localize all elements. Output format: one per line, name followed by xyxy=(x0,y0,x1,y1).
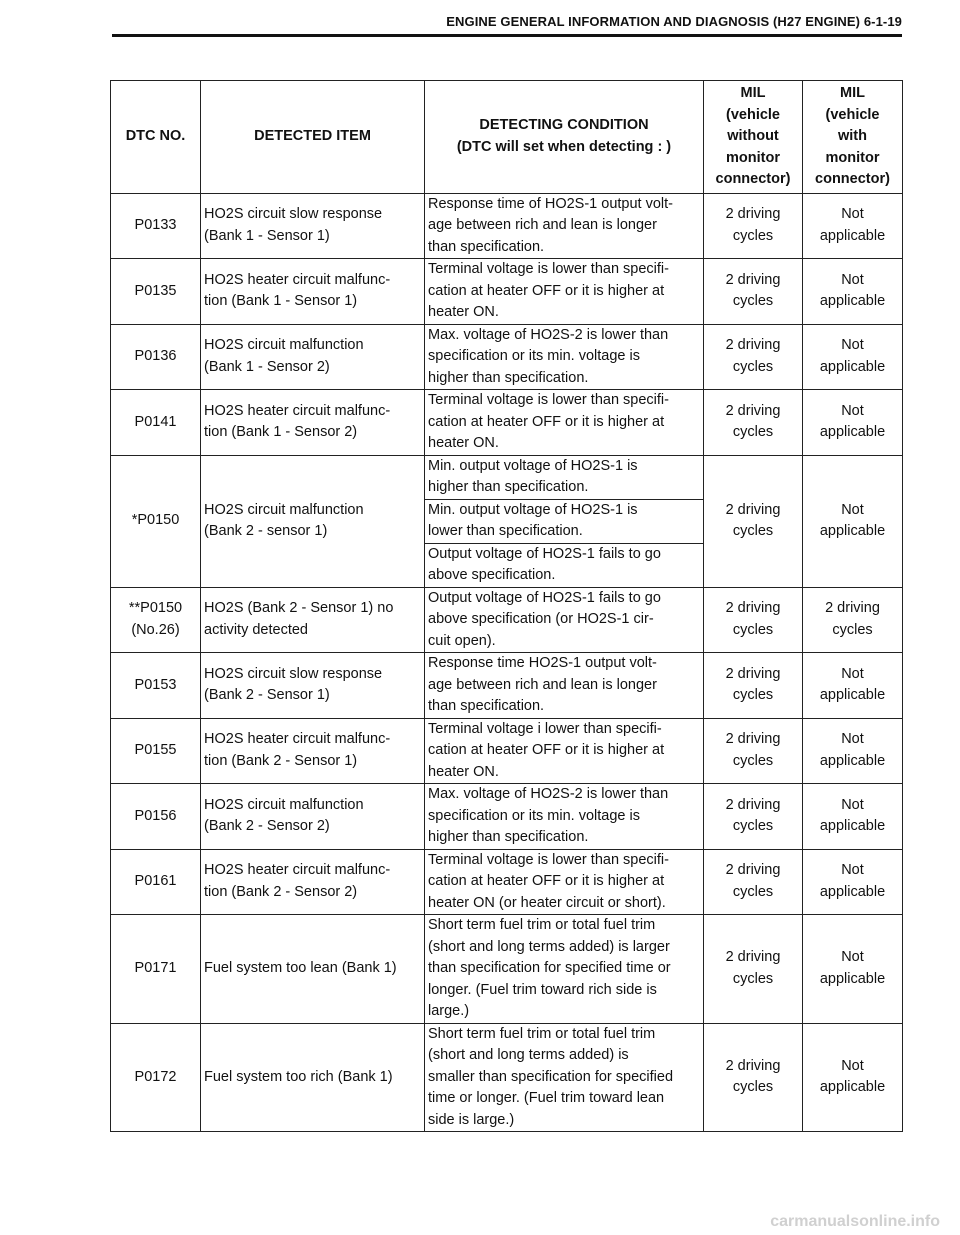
cell-text-line: Not xyxy=(841,271,864,288)
cell-text-line: HO2S circuit slow response xyxy=(204,206,383,223)
mil-with-monitor-cell xyxy=(803,587,903,653)
cell-text-line: Response time of HO2S-1 output volt- xyxy=(428,195,674,212)
header-detecting-condition-line-1: DETECTING CONDITION xyxy=(479,117,649,134)
cell-text-line: Not xyxy=(841,206,864,223)
mil-without-monitor-cell xyxy=(704,193,803,259)
cell-text-line: P0136 xyxy=(134,348,177,364)
cell-text-line: 2 driving xyxy=(725,271,781,288)
cell-text-line: applicable xyxy=(819,424,886,441)
detecting-condition-cell xyxy=(425,259,704,325)
cell-text-line: smaller than specification for specified xyxy=(428,1068,674,1085)
dtc-number-cell xyxy=(111,390,201,456)
cell-text-line: 2 driving xyxy=(725,665,781,682)
mil-with-monitor-cell xyxy=(803,390,903,456)
cell-text-line: side is large.) xyxy=(428,1111,515,1128)
cell-text-line: Not xyxy=(841,402,864,419)
cell-text-line: 2 driving xyxy=(725,949,781,966)
table-row xyxy=(111,784,903,850)
cell-text-line: Min. output voltage of HO2S-1 is xyxy=(428,501,638,518)
mil-without-monitor-cell xyxy=(704,587,803,653)
header-mil-with-monitor xyxy=(803,81,903,194)
detecting-condition-cell xyxy=(425,1023,704,1132)
cell-text-line: applicable xyxy=(819,752,886,769)
detecting-condition-cell xyxy=(425,915,704,1024)
cell-text-line: higher than specification. xyxy=(428,479,589,495)
mil-without-monitor-cell xyxy=(704,915,803,1024)
cell-text-line: age between rich and lean is longer xyxy=(428,217,657,233)
cell-text-line: HO2S heater circuit malfunc- xyxy=(204,402,391,419)
detecting-condition-cell xyxy=(425,849,704,915)
cell-text-line: Fuel system too rich (Bank 1) xyxy=(204,1068,393,1085)
cell-text-line: applicable xyxy=(819,227,886,244)
cell-text-line: than specification for specified time or xyxy=(428,960,671,976)
cell-text-line: heater ON (or heater circuit or short). xyxy=(428,894,666,911)
detecting-condition-cell xyxy=(425,543,704,587)
detected-item-cell xyxy=(201,849,425,915)
cell-text-line: than specification. xyxy=(428,238,545,255)
detected-item-cell xyxy=(201,1023,425,1132)
cell-text-line: *P0150 xyxy=(131,512,180,529)
header-text-line: MIL xyxy=(840,85,865,101)
header-rule xyxy=(112,34,902,37)
cell-text-line: (Bank 2 - sensor 1) xyxy=(204,523,328,539)
cell-text-line: above specification. xyxy=(428,567,556,583)
cell-text-line: heater ON. xyxy=(428,304,499,320)
watermark: carmanualsonline.info xyxy=(770,1213,940,1230)
table-row xyxy=(111,390,903,456)
cell-text-line: cycles xyxy=(732,970,774,987)
cell-text-line: Not xyxy=(841,1057,864,1074)
cell-text-line: cycles xyxy=(732,621,774,638)
cell-text-line: 2 driving xyxy=(725,206,781,223)
table-row xyxy=(111,259,903,325)
cell-text-line: 2 driving xyxy=(725,731,781,748)
dtc-number-cell xyxy=(111,849,201,915)
cell-text-line: HO2S circuit malfunction xyxy=(204,337,364,354)
mil-without-monitor-cell xyxy=(704,259,803,325)
cell-text-line: P0156 xyxy=(134,807,177,824)
table-row xyxy=(111,324,903,390)
cell-text-line: Terminal voltage is lower than specifi- xyxy=(428,851,669,868)
cell-text-line: Short term fuel trim or total fuel trim xyxy=(428,1025,656,1042)
table-row xyxy=(111,455,903,499)
mil-without-monitor-cell xyxy=(704,784,803,850)
cell-text-line: HO2S circuit malfunction xyxy=(204,501,364,518)
mil-with-monitor-cell xyxy=(803,1023,903,1132)
mil-without-monitor-cell xyxy=(704,324,803,390)
cell-text-line: HO2S heater circuit malfunc- xyxy=(204,731,391,748)
header-text-line: monitor xyxy=(825,149,880,166)
cell-text-line: HO2S heater circuit malfunc- xyxy=(204,271,391,288)
dtc-number-cell xyxy=(111,784,201,850)
cell-text-line: age between rich and lean is longer xyxy=(428,676,657,693)
cell-text-line: specification or its min. voltage is xyxy=(428,807,640,824)
table-row xyxy=(111,193,903,259)
detected-item-cell xyxy=(201,390,425,456)
cell-text-line: cycles xyxy=(732,818,774,835)
cell-text-line: Terminal voltage is lower than specifi- xyxy=(428,261,669,277)
table-header-row xyxy=(111,81,903,194)
dtc-table xyxy=(110,80,903,1132)
header-text-line: connector) xyxy=(815,171,890,187)
cell-text-line: cycles xyxy=(732,523,774,539)
cell-text-line: Not xyxy=(841,862,864,879)
cell-text-line: tion (Bank 2 - Sensor 1) xyxy=(204,752,358,769)
page-header: ENGINE GENERAL INFORMATION AND DIAGNOSIS (H27 ENGINE) 6-1-19 xyxy=(446,14,902,29)
cell-text-line: applicable xyxy=(819,358,886,375)
header-dtc-no: DTC NO. xyxy=(111,81,201,194)
detected-item-cell xyxy=(201,718,425,784)
cell-text-line: (short and long terms added) is xyxy=(428,1047,629,1063)
cell-text-line: cation at heater OFF or it is higher at xyxy=(428,282,665,299)
cell-text-line: cycles xyxy=(732,752,774,769)
dtc-number-cell xyxy=(111,455,201,587)
mil-without-monitor-cell xyxy=(704,390,803,456)
cell-text-line: (Bank 2 - Sensor 2) xyxy=(204,818,330,835)
cell-text-line: **P0150 xyxy=(128,600,183,617)
cell-text-line: Not xyxy=(841,501,864,518)
cell-text-line: P0161 xyxy=(134,873,177,889)
detected-item-cell xyxy=(201,193,425,259)
dtc-number-cell xyxy=(111,587,201,653)
cell-text-line: activity detected xyxy=(204,621,308,638)
cell-text-line: Not xyxy=(841,337,864,354)
cell-text-line: heater ON. xyxy=(428,435,499,451)
cell-text-line: Response time HO2S-1 output volt- xyxy=(428,655,657,671)
cell-text-line: Not xyxy=(841,665,864,682)
cell-text-line: tion (Bank 1 - Sensor 2) xyxy=(204,424,358,441)
dtc-number-cell xyxy=(111,193,201,259)
header-text-line: with xyxy=(838,128,867,144)
cell-text-line: P0133 xyxy=(134,217,177,233)
detected-item-cell xyxy=(201,259,425,325)
cell-text-line: 2 driving xyxy=(725,600,781,617)
cell-text-line: HO2S (Bank 2 - Sensor 1) no xyxy=(204,600,394,617)
mil-with-monitor-cell xyxy=(803,193,903,259)
mil-with-monitor-cell xyxy=(803,259,903,325)
cell-text-line: cycles xyxy=(732,1079,774,1096)
cell-text-line: 2 driving xyxy=(725,1057,781,1074)
cell-text-line: cation at heater OFF or it is higher at xyxy=(428,413,665,430)
cell-text-line: Not xyxy=(841,796,864,813)
cell-text-line: Output voltage of HO2S-1 fails to go xyxy=(428,589,661,606)
cell-text-line: lower than specification. xyxy=(428,523,583,539)
cell-text-line: cycles xyxy=(732,293,774,310)
dtc-number-cell xyxy=(111,718,201,784)
cell-text-line: than specification. xyxy=(428,698,545,714)
detecting-condition-cell xyxy=(425,784,704,850)
detected-item-cell xyxy=(201,587,425,653)
cell-text-line: (Bank 1 - Sensor 2) xyxy=(204,358,330,375)
mil-without-monitor-cell xyxy=(704,1023,803,1132)
dtc-number-cell xyxy=(111,915,201,1024)
dtc-number-cell xyxy=(111,259,201,325)
table-body xyxy=(111,193,903,1132)
cell-text-line: Terminal voltage i lower than specifi- xyxy=(428,720,662,737)
cell-text-line: applicable xyxy=(819,1079,886,1096)
cell-text-line: 2 driving xyxy=(725,501,781,518)
cell-text-line: 2 driving xyxy=(725,862,781,879)
cell-text-line: cation at heater OFF or it is higher at xyxy=(428,742,665,758)
cell-text-line: cation at heater OFF or it is higher at xyxy=(428,873,665,889)
detecting-condition-cell xyxy=(425,653,704,719)
cell-text-line: HO2S circuit malfunction xyxy=(204,796,364,813)
header-text-line: (vehicle xyxy=(726,106,780,123)
cell-text-line: Not xyxy=(841,949,864,966)
header-text-line: (vehicle xyxy=(825,106,880,123)
mil-with-monitor-cell xyxy=(803,455,903,587)
cell-text-line: cycles xyxy=(732,424,774,441)
mil-with-monitor-cell xyxy=(803,653,903,719)
cell-text-line: Output voltage of HO2S-1 fails to go xyxy=(428,545,661,562)
header-detecting-condition-line-2: (DTC will set when detecting : ) xyxy=(456,138,672,155)
header-mil-without-monitor xyxy=(704,81,803,194)
cell-text-line: P0135 xyxy=(134,282,177,299)
detected-item-cell xyxy=(201,784,425,850)
cell-text-line: higher than specification. xyxy=(428,829,589,845)
cell-text-line: 2 driving xyxy=(725,337,781,354)
cell-text-line: time or longer. (Fuel trim toward lean xyxy=(428,1090,665,1106)
dtc-number-cell xyxy=(111,324,201,390)
cell-text-line: applicable xyxy=(819,883,886,900)
cell-text-line: P0141 xyxy=(134,413,177,430)
table-row xyxy=(111,587,903,653)
cell-text-line: cycles xyxy=(832,621,873,638)
detecting-condition-cell xyxy=(425,499,704,543)
detecting-condition-cell xyxy=(425,324,704,390)
cell-text-line: cuit open). xyxy=(428,632,496,649)
detecting-condition-cell xyxy=(425,718,704,784)
cell-text-line: tion (Bank 2 - Sensor 2) xyxy=(204,883,358,900)
table-row xyxy=(111,915,903,1024)
cell-text-line: P0155 xyxy=(134,742,177,758)
mil-without-monitor-cell xyxy=(704,849,803,915)
cell-text-line: Max. voltage of HO2S-2 is lower than xyxy=(428,326,669,343)
cell-text-line: applicable xyxy=(819,687,886,704)
cell-text-line: cycles xyxy=(732,687,774,704)
header-text-line: connector) xyxy=(715,171,791,187)
cell-text-line: 2 driving xyxy=(725,402,781,419)
cell-text-line: Not xyxy=(841,731,864,748)
cell-text-line: P0172 xyxy=(134,1068,177,1085)
mil-without-monitor-cell xyxy=(704,718,803,784)
cell-text-line: (Bank 2 - Sensor 1) xyxy=(204,687,330,704)
cell-text-line: Short term fuel trim or total fuel trim xyxy=(428,917,656,933)
cell-text-line: specification or its min. voltage is xyxy=(428,348,640,364)
cell-text-line: applicable xyxy=(819,970,886,987)
cell-text-line: (Bank 1 - Sensor 1) xyxy=(204,227,330,244)
cell-text-line: 2 driving xyxy=(825,600,880,617)
cell-text-line: Terminal voltage is lower than specifi- xyxy=(428,392,669,408)
dtc-number-cell xyxy=(111,653,201,719)
cell-text-line: Max. voltage of HO2S-2 is lower than xyxy=(428,786,669,802)
detected-item-cell xyxy=(201,653,425,719)
cell-text-line: longer. (Fuel trim toward rich side is xyxy=(428,981,657,998)
cell-text-line: (No.26) xyxy=(131,621,180,638)
mil-with-monitor-cell xyxy=(803,849,903,915)
table-row xyxy=(111,653,903,719)
cell-text-line: applicable xyxy=(819,293,886,310)
table-row xyxy=(111,1023,903,1132)
detected-item-cell xyxy=(201,324,425,390)
header-detecting-condition xyxy=(425,81,704,194)
header-text-line: monitor xyxy=(726,149,780,166)
cell-text-line: P0171 xyxy=(134,960,177,976)
cell-text-line: Fuel system too lean (Bank 1) xyxy=(204,960,397,976)
detecting-condition-cell xyxy=(425,193,704,259)
header-text-line: MIL xyxy=(740,85,766,101)
header-detected-item: DETECTED ITEM xyxy=(201,81,425,194)
cell-text-line: HO2S heater circuit malfunc- xyxy=(204,862,391,879)
mil-with-monitor-cell xyxy=(803,718,903,784)
header-text-line: without xyxy=(727,128,779,144)
table-row xyxy=(111,849,903,915)
mil-with-monitor-cell xyxy=(803,784,903,850)
cell-text-line: above specification (or HO2S-1 cir- xyxy=(428,611,654,627)
cell-text-line: Min. output voltage of HO2S-1 is xyxy=(428,457,638,474)
table-row xyxy=(111,718,903,784)
cell-text-line: cycles xyxy=(732,227,774,244)
detecting-condition-cell xyxy=(425,455,704,499)
cell-text-line: cycles xyxy=(732,883,774,900)
mil-with-monitor-cell xyxy=(803,915,903,1024)
cell-text-line: applicable xyxy=(819,523,886,539)
detecting-condition-cell xyxy=(425,390,704,456)
cell-text-line: higher than specification. xyxy=(428,369,589,386)
detected-item-cell xyxy=(201,455,425,587)
cell-text-line: (short and long terms added) is larger xyxy=(428,938,670,955)
detecting-condition-cell xyxy=(425,587,704,653)
cell-text-line: heater ON. xyxy=(428,763,499,780)
mil-without-monitor-cell xyxy=(704,653,803,719)
cell-text-line: P0153 xyxy=(134,676,177,693)
cell-text-line: large.) xyxy=(428,1003,470,1019)
cell-text-line: applicable xyxy=(819,818,886,835)
dtc-number-cell xyxy=(111,1023,201,1132)
mil-with-monitor-cell xyxy=(803,324,903,390)
cell-text-line: tion (Bank 1 - Sensor 1) xyxy=(204,293,358,310)
cell-text-line: 2 driving xyxy=(725,796,781,813)
cell-text-line: cycles xyxy=(732,358,774,375)
cell-text-line: HO2S circuit slow response xyxy=(204,665,383,682)
detected-item-cell xyxy=(201,915,425,1024)
mil-without-monitor-cell xyxy=(704,455,803,587)
